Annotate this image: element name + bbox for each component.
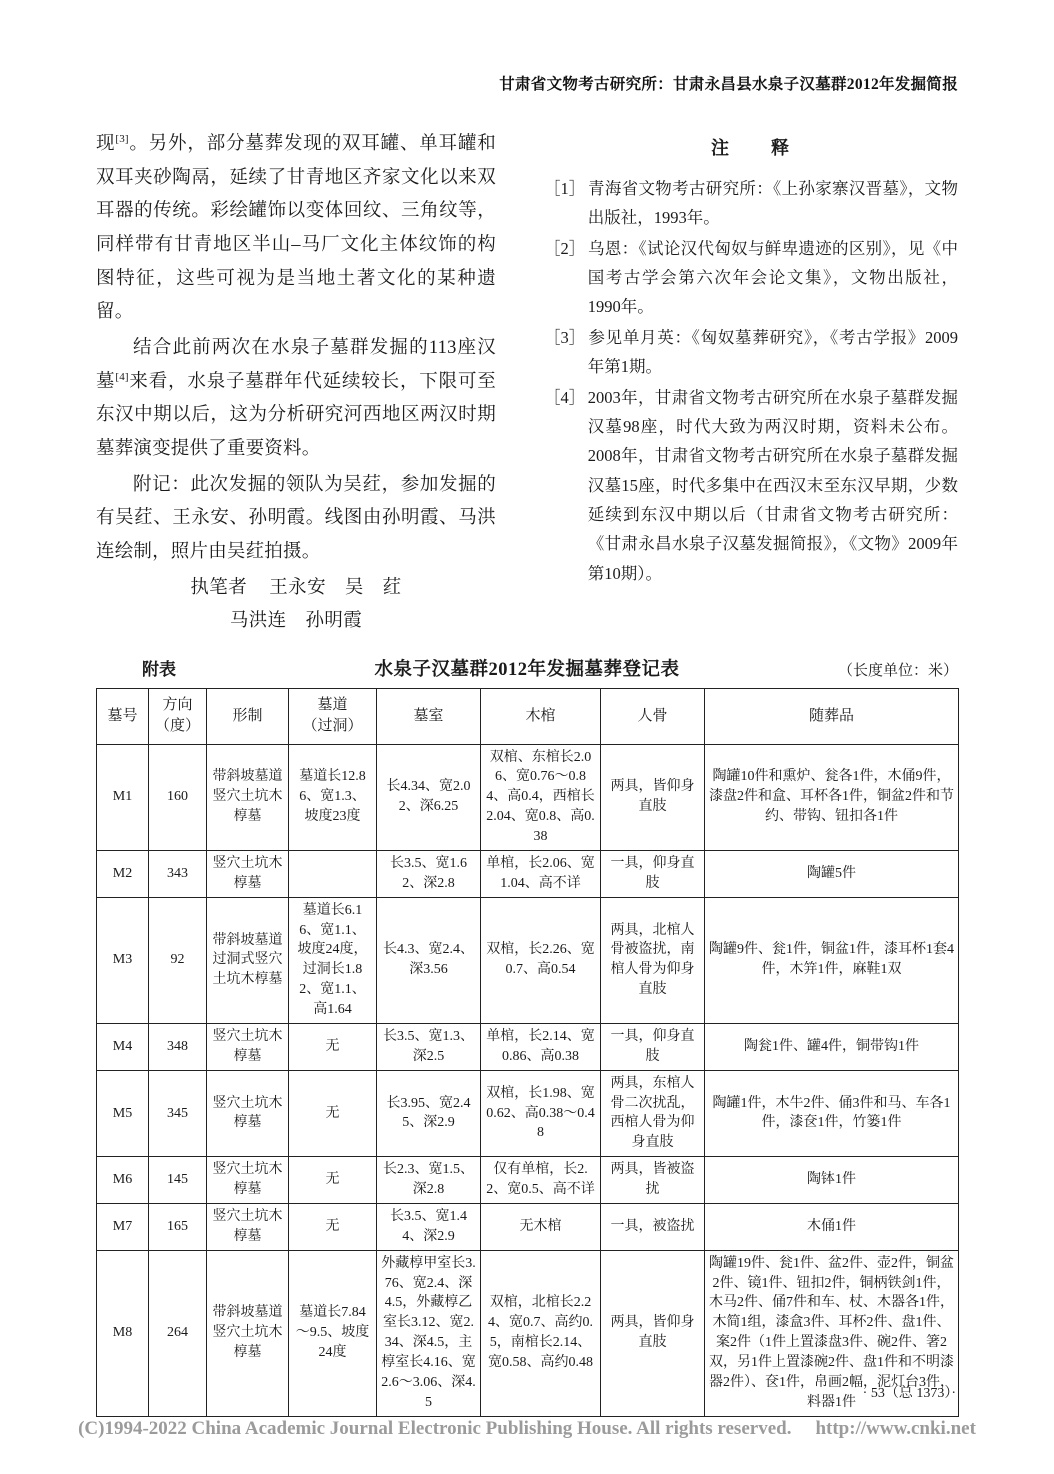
cell-form: 带斜坡墓道竖穴土坑木椁墓 [207,1250,289,1416]
two-column-body [96,128,958,638]
note-number: ［1］ [544,179,586,198]
cell-form: 带斜坡墓道过洞式竖穴土坑木椁墓 [207,897,289,1023]
th-coffin: 木棺 [481,689,601,745]
author-names-1: 王永安 吴 荭 [269,577,402,598]
cell-goods: 陶罐5件 [705,850,959,897]
cell-passage: 无 [289,1070,377,1157]
table-row [97,1157,959,1204]
author-names-2: 马洪连 孙明霞 [229,610,363,631]
cell-chamber: 长4.34、宽2.02、深6.25 [377,744,481,850]
cell-form: 竖穴土坑木椁墓 [207,1023,289,1070]
cell-passage: 墓道长12.86、宽1.3、坡度23度 [289,744,377,850]
note-text: 乌恩：《试论汉代匈奴与鲜卑遗迹的区别》，见《中国考古学会第六次年会论文集》，文物出版社，1990年。 [587,238,958,317]
th-chamber: 墓室 [377,689,481,745]
cell-direction: 348 [149,1023,207,1070]
cell-tomb-id: M2 [97,850,149,897]
cell-tomb-id: M5 [97,1070,149,1157]
cell-direction: 165 [149,1203,207,1250]
cell-chamber: 长3.5、宽1.3、深2.5 [377,1023,481,1070]
cell-form: 竖穴土坑木椁墓 [207,1203,289,1250]
cell-form: 竖穴土坑木椁墓 [207,1157,289,1204]
th-tomb-id: 墓号 [97,689,149,745]
table-row [97,744,959,850]
cell-tomb-id: M6 [97,1157,149,1204]
running-head: 甘肃省文物考古研究所：甘肃永昌县水泉子汉墓群2012年发掘简报 [499,76,958,93]
th-passage-l2: （过洞） [302,718,363,735]
table-title: 水泉子汉墓群2012年发掘墓葬登记表 [374,660,680,680]
left-column [96,128,496,638]
author-label: 执笔者 [190,577,248,598]
th-direction [149,689,207,745]
table-row [97,897,959,1023]
cell-bones: 两具，皆仰身直肢 [601,1250,705,1416]
table-caption [96,655,958,681]
cell-coffin: 单棺，长2.06、宽1.04、高不详 [481,850,601,897]
cell-passage: 无 [289,1157,377,1204]
cell-tomb-id: M1 [97,744,149,850]
cell-coffin: 双棺，长2.26、宽0.7、高0.54 [481,897,601,1023]
author-line-2 [96,605,496,638]
copyright-text: (C)1994-2022 China Academic Journal Electronic Publishing House. All rights reserved. [78,1418,792,1439]
cell-direction: 92 [149,897,207,1023]
footer-copyright [0,1418,1054,1440]
cell-form: 竖穴土坑木椁墓 [207,850,289,897]
note-text: 参见单月英：《匈奴墓葬研究》，《考古学报》2009年第1期。 [587,327,958,377]
paragraph-1 [96,128,496,330]
cell-goods: 陶罐9件、瓮1件，铜盆1件，漆耳杯1套4件，木笄1件，麻鞋1双 [705,897,959,1023]
cell-direction: 345 [149,1070,207,1157]
table-header-row [97,689,959,745]
footnote-ref-3: [3] [115,132,129,145]
paragraph-2-a: 结合此前两次在水泉子墓群发掘的113座汉墓 [96,337,496,392]
page-number: · 53（总 1373）· [862,1386,956,1401]
cell-bones: 两具，皆仰身直肢 [601,744,705,850]
author-line-1 [96,572,496,605]
note-number: ［2］ [544,238,586,258]
paragraph-1-prefix: 现 [96,134,116,154]
cell-chamber: 长3.5、宽1.62、深2.8 [377,850,481,897]
table-row [97,1203,959,1250]
cell-bones: 一具，仰身直肢 [601,850,705,897]
paragraph-2-b: 来看，水泉子墓群年代延续较长，下限可至东汉中期以后，这为分析研究河西地区两汉时期墓葬演变提供了重要资料。 [96,371,496,459]
cell-chamber: 长3.5、宽1.44、深2.9 [377,1203,481,1250]
th-direction-l2: （度） [154,718,200,735]
right-column [544,128,958,638]
cell-direction: 343 [149,850,207,897]
th-passage-l1: 墓道 [317,697,348,713]
cell-chamber: 长4.3、宽2.4、深3.56 [377,897,481,1023]
cell-coffin: 双棺，长1.98、宽0.62、高0.38～0.48 [481,1070,601,1157]
cell-passage [289,850,377,897]
cell-coffin: 无木棺 [481,1203,601,1250]
note-item [544,174,958,233]
cell-goods: 陶罐10件和熏炉、瓮各1件，木俑9件，漆盘2件和盒、耳杯各1件，铜盆2件和节约、带钩、钮扣各1件 [705,744,959,850]
th-bones: 人骨 [601,689,705,745]
cell-chamber: 长3.95、宽2.45、深2.9 [377,1070,481,1157]
cell-tomb-id: M7 [97,1203,149,1250]
cell-coffin: 单棺，长2.14、宽0.86、高0.38 [481,1023,601,1070]
table-label: 附表 [142,660,176,679]
cell-direction: 145 [149,1157,207,1204]
paragraph-3-postscript: 附记：此次发掘的领队为吴荭，参加发掘的有吴荭、王永安、孙明霞。线图由孙明霞、马洪连绘制，照片由吴荭拍摄。 [96,474,496,562]
burial-register-table [96,688,959,1417]
note-item [544,323,958,382]
cell-passage: 无 [289,1023,377,1070]
notes-heading: 注 释 [711,138,801,158]
cell-passage: 墓道长6.16、宽1.1、坡度24度，过洞长1.82、宽1.1、高1.64 [289,897,377,1023]
cell-bones: 两具，皆被盗扰 [601,1157,705,1204]
table-row [97,1023,959,1070]
cell-tomb-id: M8 [97,1250,149,1416]
cell-goods: 陶罐19件、瓮1件、盆2件、壶2件，铜盆2件、镜1件、钮扣2件，铜柄铁剑1件，木马2件、俑7件和车、杖、木器各1件，木简1组，漆盒3件、耳杯2件、盘1件、案2件（1件上置漆盘3件、碗2件、箸2双，另1件上置漆碗2件、盘1件和不明漆器2件）、奁1件，帛画2幅，泥灯台3件，料器1件 [705,1250,959,1416]
note-item [544,383,958,589]
note-text: 青海省文物考古研究所：《上孙家寨汉晋墓》，文物出版社，1993年。 [587,179,958,228]
cell-bones: 一具，仰身直肢 [601,1023,705,1070]
th-form: 形制 [207,689,289,745]
paragraph-1-rest: 。另外，部分墓葬发现的双耳罐、单耳罐和双耳夹砂陶鬲，延续了甘青地区齐家文化以来双耳器的传统。彩绘罐饰以变体回纹、三角纹等，同样带有甘青地区半山–马厂文化主体纹饰的构图特征，这些可视为是当地土著文化的某种遗留。 [96,134,496,323]
cell-passage: 无 [289,1203,377,1250]
cell-coffin: 双棺，北棺长2.24、宽0.7、高约0.5，南棺长2.14、宽0.58、高约0.48 [481,1250,601,1416]
th-passage [289,689,377,745]
cell-goods: 陶瓮1件、罐4件，铜带钩1件 [705,1023,959,1070]
cell-form: 竖穴土坑木椁墓 [207,1070,289,1157]
cnki-url: http://www.cnki.net [815,1418,976,1439]
note-number: ［4］ [544,387,586,407]
cell-coffin: 双棺、东棺长2.06、宽0.76～0.84、高0.4，西棺长2.04、宽0.8、高0.38 [481,744,601,850]
cell-tomb-id: M3 [97,897,149,1023]
table-row [97,1070,959,1157]
cell-bones: 两具，北棺人骨被盗扰，南棺人骨为仰身直肢 [601,897,705,1023]
table-row [97,850,959,897]
cell-chamber: 长2.3、宽1.5、深2.8 [377,1157,481,1204]
note-text: 2003年，甘肃省文物考古研究所在水泉子墓群发掘汉墓98座，时代大致为两汉时期，资料未公布。2008年，甘肃省文物考古研究所在水泉子墓群发掘汉墓15座，时代多集中在西汉末至东汉早期，少数延续到东汉中期以后（甘肃省文物考古研究所：《甘肃永昌水泉子汉墓发掘简报》，《文物》2009年第10期）。 [587,387,958,583]
th-goods: 随葬品 [705,689,959,745]
cell-form: 带斜坡墓道竖穴土坑木椁墓 [207,744,289,850]
paragraph-2 [96,332,496,467]
footnote-ref-4: [4] [115,370,129,383]
cell-goods: 木俑1件 [705,1203,959,1250]
cell-tomb-id: M4 [97,1023,149,1070]
cell-direction: 264 [149,1250,207,1416]
cell-coffin: 仅有单棺，长2.2、宽0.5、高不详 [481,1157,601,1204]
cell-goods: 陶罐1件，木牛2件、俑3件和马、车各1件，漆奁1件，竹篓1件 [705,1070,959,1157]
table-unit-note: （长度单位：米） [837,663,958,679]
cell-bones: 一具，被盗扰 [601,1203,705,1250]
note-number: ［3］ [544,327,586,347]
cell-passage: 墓道长7.84～9.5、坡度24度 [289,1250,377,1416]
th-direction-l1: 方向 [162,697,193,713]
cell-direction: 160 [149,744,207,850]
cell-goods: 陶钵1件 [705,1157,959,1204]
cell-bones: 两具，东棺人骨二次扰乱，西棺人骨为仰身直肢 [601,1070,705,1157]
cell-chamber: 外藏椁甲室长3.76、宽2.4、深4.5，外藏椁乙室长3.12、宽2.34、深4.5，主椁室长4.16、宽2.6～3.06、深4.5 [377,1250,481,1416]
note-item [544,234,958,322]
